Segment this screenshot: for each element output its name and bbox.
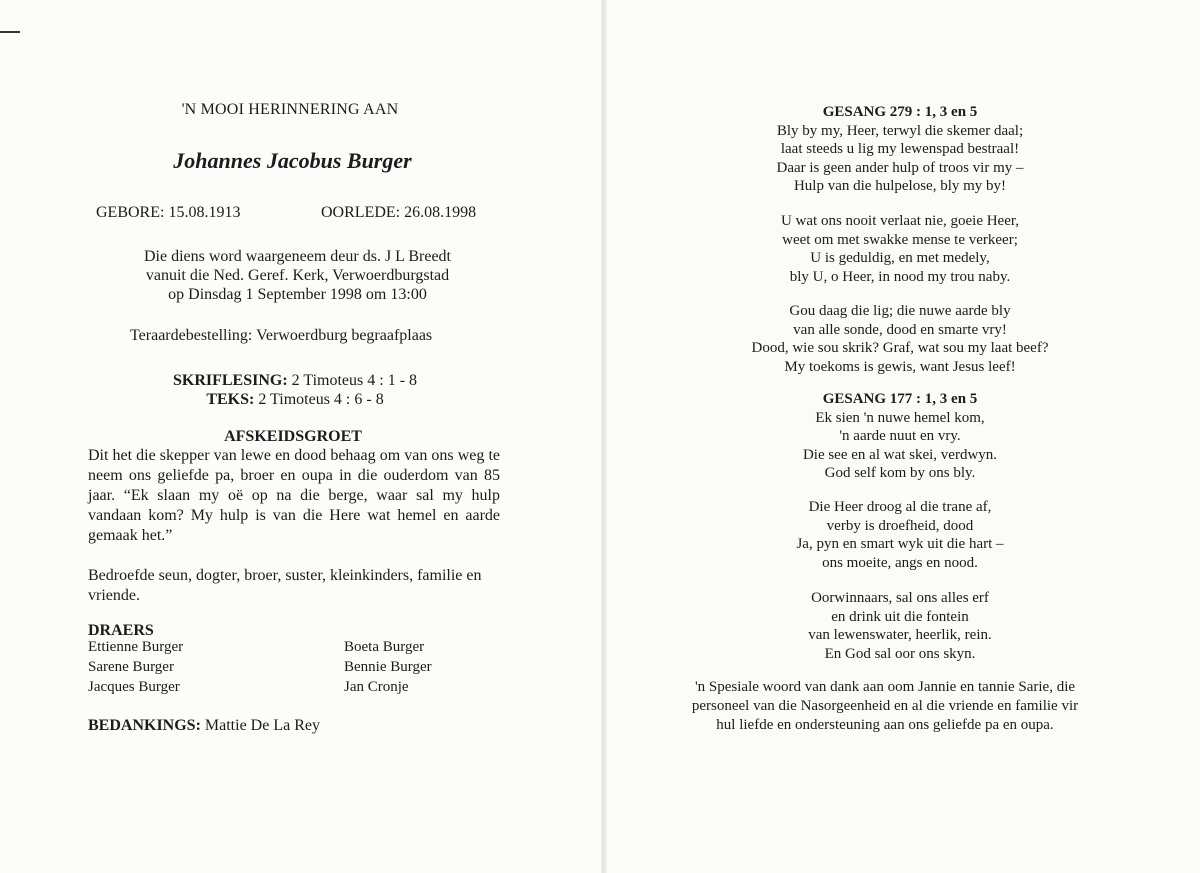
closing-line: hul liefde en ondersteuning aan ons geliefde pa en oupa. <box>716 717 1054 733</box>
sermon-text <box>160 390 430 409</box>
hymn-line: en drink uit die fontein <box>831 608 969 625</box>
hymn-line: van lewenswater, heerlik, rein. <box>808 627 992 643</box>
closing-line: personeel van die Nasorgeenheid en al die vriende en familie vir <box>691 698 1079 714</box>
hymn-279 <box>700 103 1100 196</box>
hymn-line: verby is droefheid, dood <box>826 517 974 534</box>
hymn-line: God self kom by ons bly. <box>824 465 976 481</box>
hymn-title: GESANG 279 : 1, 3 en 5 <box>822 104 978 120</box>
page-fold <box>601 0 607 873</box>
scripture-value: 2 Timoteus 4 : 1 - 8 <box>287 372 418 389</box>
memorial-heading: 'N MOOI HERINNERING AAN <box>181 101 399 118</box>
hymn-line: Daar is geen ander hulp of troos vir my – <box>776 159 1024 176</box>
hymn-title: GESANG 177 : 1, 3 en 5 <box>822 391 978 407</box>
service-line: vanuit die Ned. Geref. Kerk, Verwoerdburgstad <box>145 267 450 284</box>
hymn-line: My toekoms is gewis, want Jesus leef! <box>784 358 1016 375</box>
hymn-line: bly U, o Heer, in nood my trou naby. <box>789 268 1011 285</box>
hymn-line: Ja, pyn en smart wyk uit die hart – <box>796 536 1004 552</box>
bearer-name: Bennie Burger <box>344 659 432 675</box>
hymn-line: 'n aarde nuut en vry. <box>839 428 961 444</box>
death-date: OORLEDE: 26.08.1998 <box>321 204 477 221</box>
thanks-line <box>88 716 320 735</box>
birth-date: GEBORE: 15.08.1913 <box>96 204 241 221</box>
bearer-name: Boeta Burger <box>344 639 425 655</box>
farewell-heading: AFSKEIDSGROET <box>224 428 362 445</box>
bereaved-paragraph: Bedroefde seun, dogter, broer, suster, kleinkinders, familie en vriende. <box>88 567 482 604</box>
hymn-177 <box>700 390 1100 483</box>
hymn-line: Hulp van die hulpelose, bly my by! <box>793 178 1007 194</box>
hymn-line: U wat ons nooit verlaat nie, goeie Heer, <box>780 213 1020 229</box>
hymn-line: Ek sien 'n nuwe hemel kom, <box>815 409 985 426</box>
closing-line: 'n Spesiale woord van dank aan oom Jannie en tannie Sarie, die <box>694 679 1076 695</box>
hymn-verse <box>700 589 1100 663</box>
scan-edge-mark <box>0 31 20 33</box>
burial-details: Teraardebestelling: Verwoerdburg begraafplaas <box>130 327 433 344</box>
deceased-name: Johannes Jacobus Burger <box>173 148 412 173</box>
hymn-line: Die Heer droog al die trane af, <box>808 499 992 515</box>
hymn-verse <box>700 302 1100 376</box>
service-line: op Dinsdag 1 September 1998 om 13:00 <box>168 286 427 303</box>
bearer-name: Ettienne Burger <box>88 639 184 655</box>
scripture-label: SKRIFLESING: <box>172 372 288 389</box>
hymn-line: Dood, wie sou skrik? Graf, wat sou my laat beef? <box>751 340 1049 356</box>
thanks-value: Mattie De La Rey <box>200 717 320 734</box>
bearer-name: Sarene Burger <box>88 659 174 675</box>
farewell-paragraph: Dit het die skepper van lewe en dood behaag om van ons weg te neem ons geliefde pa, broer en oupa in die ouderdom van 85 jaar. “Ek slaan my oë op na die berge, waar sal my hulp vandaan kom? My hulp is van die Here wat hemel en aarde gemaak het.” <box>88 447 500 544</box>
hymn-line: ons moeite, angs en nood. <box>822 554 978 571</box>
hymn-line: En God sal oor ons skyn. <box>824 645 976 662</box>
hymn-line: van alle sonde, dood en smarte vry! <box>793 321 1007 338</box>
hymn-line: U is geduldig, en met medely, <box>810 250 990 266</box>
scripture-block <box>160 371 430 409</box>
text-value: 2 Timoteus 4 : 6 - 8 <box>254 391 384 408</box>
hymn-line: weet om met swakke mense te verkeer; <box>782 231 1018 248</box>
hymn-line: Die see en al wat skei, verdwyn. <box>802 446 998 463</box>
hymn-line: laat steeds u lig my lewenspad bestraal! <box>780 141 1020 157</box>
hymn-verse <box>700 498 1100 572</box>
hymn-line: Gou daag die lig; die nuwe aarde bly <box>789 303 1011 319</box>
closing-thanks <box>655 678 1115 735</box>
thanks-label: BEDANKINGS: <box>88 717 201 734</box>
bearer-name: Jacques Burger <box>88 679 180 695</box>
hymn-line: Bly by my, Heer, terwyl die skemer daal; <box>776 122 1024 139</box>
scripture-reading <box>160 371 430 390</box>
bearer-name: Jan Cronje <box>344 679 409 695</box>
bearers-heading: DRAERS <box>88 622 154 639</box>
service-line: Die diens word waargeneem deur ds. J L Breedt <box>143 248 451 265</box>
text-label: TEKS: <box>206 391 255 408</box>
hymn-line: Oorwinnaars, sal ons alles erf <box>811 590 989 606</box>
hymn-verse <box>700 212 1100 286</box>
service-details <box>120 247 475 304</box>
